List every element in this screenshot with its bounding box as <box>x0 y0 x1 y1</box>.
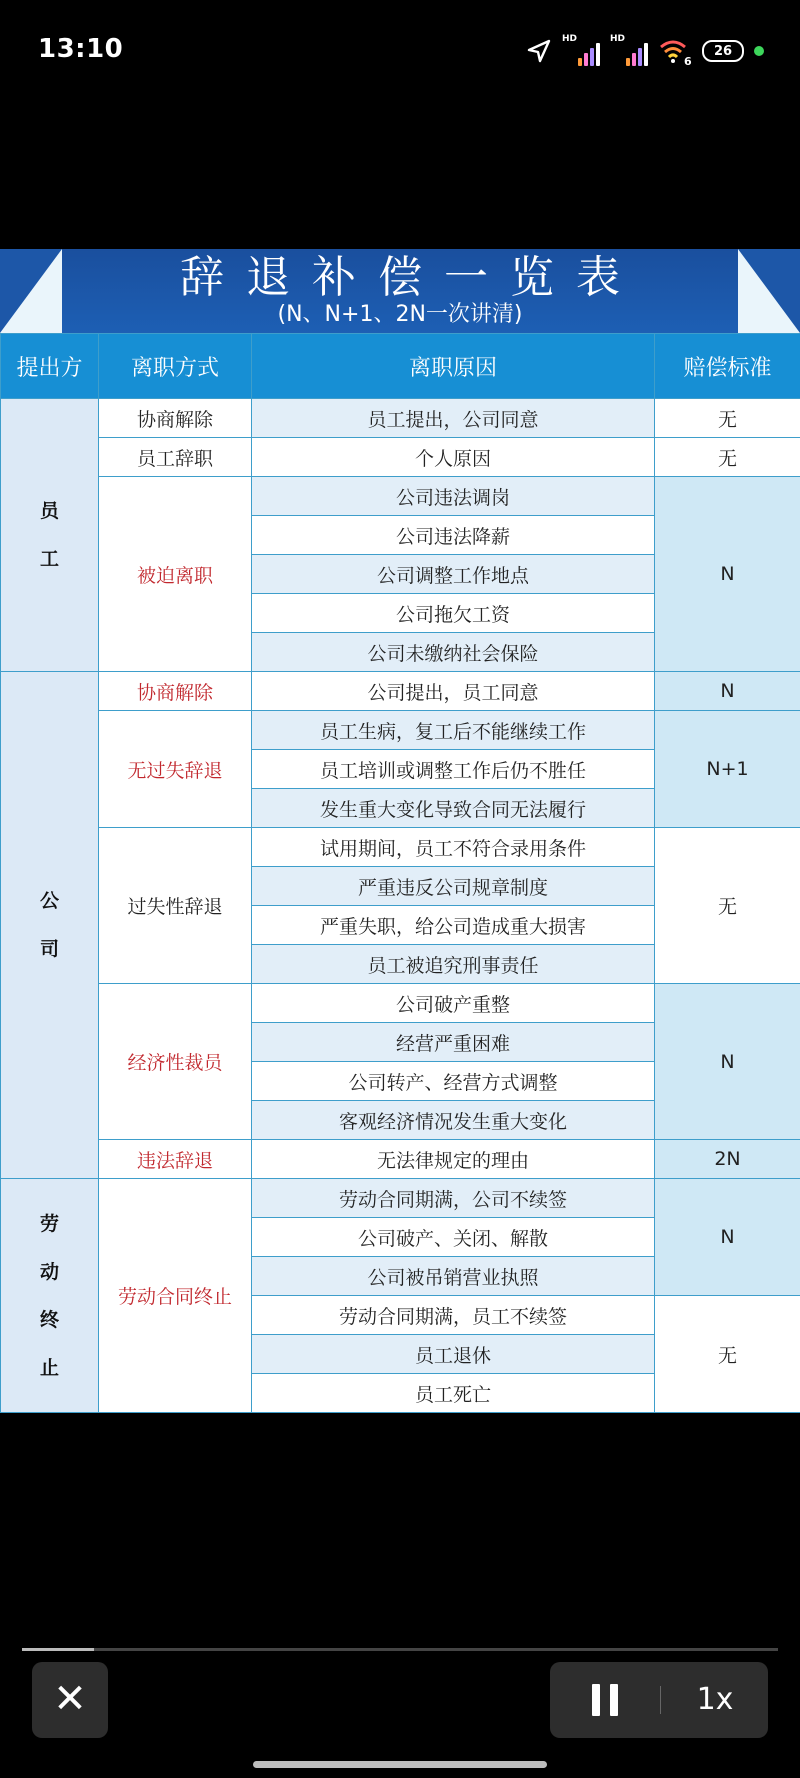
reason-cell: 客观经济情况发生重大变化 <box>252 1101 655 1140</box>
playback-progress[interactable] <box>22 1648 778 1651</box>
reason-cell: 员工培训或调整工作后仍不胜任 <box>252 750 655 789</box>
poster-title: 辞退补偿一览表 <box>180 252 642 303</box>
compensation-table <box>0 333 800 1413</box>
method-cell: 经济性裁员 <box>99 984 252 1140</box>
status-icons <box>526 34 764 68</box>
table-row <box>1 984 800 1023</box>
standard-cell: 2N <box>655 1140 800 1179</box>
reason-cell: 公司违法调岗 <box>252 477 655 516</box>
signal-icon: HD <box>562 36 600 66</box>
poster-subtitle: (N、N+1、2N一次讲清) <box>277 302 523 327</box>
reason-cell: 公司被吊销营业执照 <box>252 1257 655 1296</box>
divider <box>660 1686 661 1714</box>
clock: 13:10 <box>38 34 124 64</box>
reason-cell: 员工被追究刑事责任 <box>252 945 655 984</box>
standard-cell: 无 <box>655 828 800 984</box>
reason-cell: 公司拖欠工资 <box>252 594 655 633</box>
method-cell: 员工辞职 <box>99 438 252 477</box>
header-party: 提出方 <box>1 334 99 399</box>
method-cell: 过失性辞退 <box>99 828 252 984</box>
table-row <box>1 672 800 711</box>
reason-cell: 无法律规定的理由 <box>252 1140 655 1179</box>
method-cell: 被迫离职 <box>99 477 252 672</box>
pause-button[interactable] <box>592 1684 618 1716</box>
status-bar <box>0 0 800 100</box>
svg-text:6: 6 <box>684 55 692 66</box>
party-termination: 劳 动 终 止 <box>1 1179 99 1413</box>
reason-cell: 公司调整工作地点 <box>252 555 655 594</box>
party-company: 公 司 <box>1 672 99 1179</box>
battery-icon: 26 <box>702 40 744 62</box>
close-icon: ✕ <box>53 1676 87 1722</box>
method-cell: 劳动合同终止 <box>99 1179 252 1413</box>
table-row <box>1 399 800 438</box>
reason-cell: 员工退休 <box>252 1335 655 1374</box>
reason-cell: 严重违反公司规章制度 <box>252 867 655 906</box>
reason-cell: 公司提出，员工同意 <box>252 672 655 711</box>
table-row <box>1 711 800 750</box>
reason-cell: 个人原因 <box>252 438 655 477</box>
wifi-icon <box>658 36 692 66</box>
reason-cell: 发生重大变化导致合同无法履行 <box>252 789 655 828</box>
signal-icon-2: HD <box>610 36 648 66</box>
home-indicator[interactable] <box>253 1761 547 1768</box>
standard-cell: N <box>655 1179 800 1296</box>
reason-cell: 严重失职，给公司造成重大损害 <box>252 906 655 945</box>
reason-cell: 经营严重困难 <box>252 1023 655 1062</box>
table-row <box>1 828 800 867</box>
table-row <box>1 477 800 516</box>
reason-cell: 公司破产、关闭、解散 <box>252 1218 655 1257</box>
reason-cell: 公司破产重整 <box>252 984 655 1023</box>
table-row <box>1 1140 800 1179</box>
reason-cell: 劳动合同期满，员工不续签 <box>252 1296 655 1335</box>
standard-cell: 无 <box>655 399 800 438</box>
reason-cell: 员工死亡 <box>252 1374 655 1413</box>
party-employee: 员 工 <box>1 399 99 672</box>
reason-cell: 员工生病，复工后不能继续工作 <box>252 711 655 750</box>
method-cell: 无过失辞退 <box>99 711 252 828</box>
standard-cell: N <box>655 477 800 672</box>
method-cell: 违法辞退 <box>99 1140 252 1179</box>
progress-fill <box>22 1648 94 1651</box>
reason-cell: 公司违法降薪 <box>252 516 655 555</box>
reason-cell: 员工提出，公司同意 <box>252 399 655 438</box>
poster-banner <box>0 249 800 333</box>
reason-cell: 公司转产、经营方式调整 <box>252 1062 655 1101</box>
speed-button[interactable]: 1x <box>696 1682 734 1717</box>
standard-cell: 无 <box>655 438 800 477</box>
method-cell: 协商解除 <box>99 399 252 438</box>
reason-cell: 公司未缴纳社会保险 <box>252 633 655 672</box>
header-standard: 赔偿标准 <box>655 334 800 399</box>
standard-cell: N+1 <box>655 711 800 828</box>
header-reason: 离职原因 <box>252 334 655 399</box>
playback-controls <box>550 1662 768 1738</box>
standard-cell: N <box>655 984 800 1140</box>
table-header-row <box>1 334 800 399</box>
header-method: 离职方式 <box>99 334 252 399</box>
standard-cell: N <box>655 672 800 711</box>
location-icon <box>526 38 552 64</box>
close-button[interactable] <box>32 1662 108 1738</box>
compensation-poster <box>0 249 800 1406</box>
method-cell: 协商解除 <box>99 672 252 711</box>
standard-cell: 无 <box>655 1296 800 1413</box>
table-row <box>1 438 800 477</box>
reason-cell: 劳动合同期满，公司不续签 <box>252 1179 655 1218</box>
table-row <box>1 1179 800 1218</box>
reason-cell: 试用期间，员工不符合录用条件 <box>252 828 655 867</box>
indicator-dot <box>754 46 764 56</box>
